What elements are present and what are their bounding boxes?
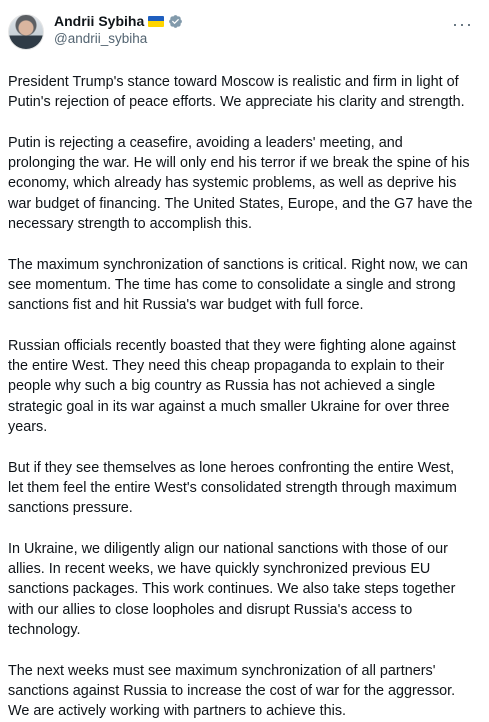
post-header: [8, 10, 477, 58]
more-options-icon[interactable]: ···: [452, 14, 473, 34]
post-paragraph: But if they see themselves as lone heroes confronting the entire West, let them feel the entire West's consolidated strength through maximum sanctions pressure.: [8, 459, 457, 517]
post-paragraph: The maximum synchronization of sanctions is critical. Right now, we can see momentum. The time has come to consolidate a single and strong sanctions fist and hit Russia's war budget with full force.: [8, 256, 468, 314]
author-handle[interactable]: @andrii_sybiha: [54, 31, 148, 46]
avatar[interactable]: [8, 14, 44, 50]
post-paragraph: In Ukraine, we diligently align our national sanctions with those of our allies. In recent weeks, we have quickly synchronized previous EU sanctions packages. This work continues. We also take steps together with our allies to close loopholes and disrupt Russia's access to technology.: [8, 540, 456, 639]
post-paragraph: Putin is rejecting a ceasefire, avoiding a leaders' meeting, and prolonging the war. He will only end his terror if we break the spine of his economy, which already has systemic problems, as well as deprive his war budget of financing. The United States, Europe, and the G7 have the necessary strength to accomplish this.: [8, 134, 473, 233]
author-display-name[interactable]: Andrii Sybiha: [54, 13, 145, 29]
author-identity: [54, 12, 183, 48]
ukraine-flag-icon: [148, 16, 164, 27]
post-text: [8, 72, 477, 722]
name-row: [54, 12, 183, 30]
verified-badge-icon: [168, 14, 183, 29]
post-paragraph: The next weeks must see maximum synchronization of all partners' sanctions against Russia to increase the cost of war for the aggressor. We are actively working with partners to achieve this.: [8, 662, 456, 720]
post-paragraph: President Trump's stance toward Moscow is realistic and firm in light of Putin's rejection of peace efforts. We appreciate his clarity and strength.: [8, 74, 465, 111]
post-paragraph: Russian officials recently boasted that they were fighting alone against the entire West. They need this cheap propaganda to explain to their people why such a big country as Russia has not achieved a single strategic goal in its war against a much smaller Ukraine for over three years.: [8, 337, 456, 436]
